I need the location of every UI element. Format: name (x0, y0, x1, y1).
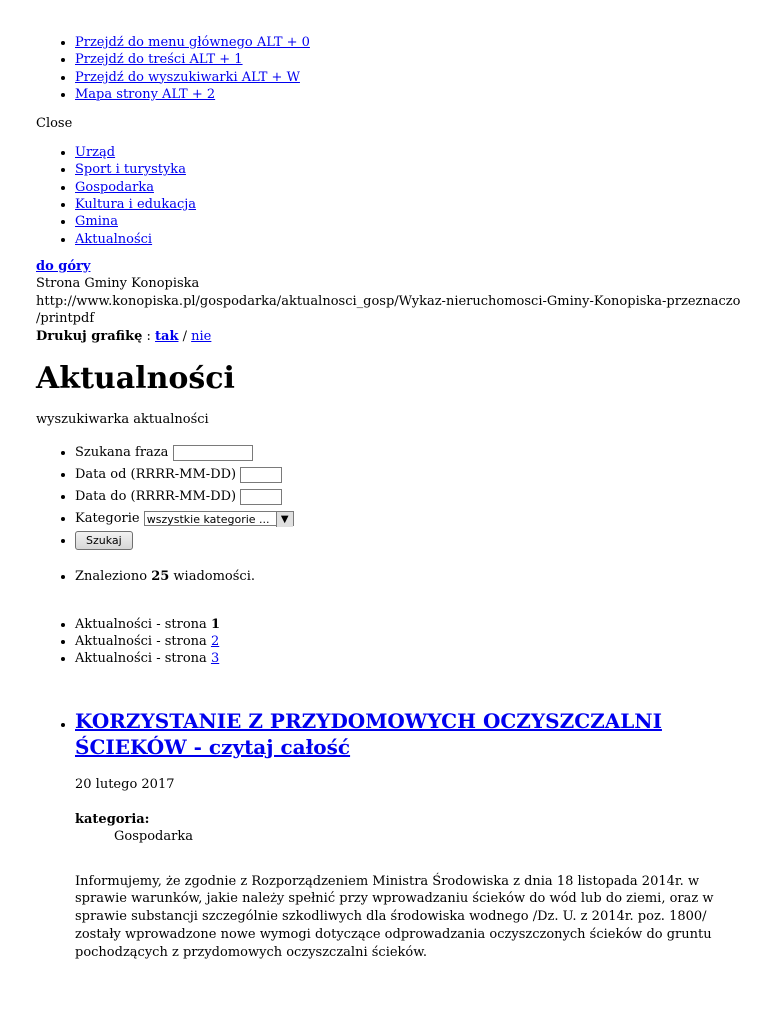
menu-item-kultura[interactable]: Kultura i edukacja (75, 197, 197, 213)
list-item (75, 486, 768, 508)
list-item (75, 196, 768, 213)
close-button[interactable]: Close (36, 116, 73, 132)
news-lead-line: zostały wprowadzone nowe wymogi dotyczące odprowadzania oczyszczonych ścieków do gruntu (75, 927, 712, 943)
colon-separator: : (146, 328, 151, 344)
list-item (75, 213, 768, 230)
print-graphics-no-link[interactable]: nie (191, 328, 212, 344)
skip-link-main-menu[interactable]: Przejdź do menu głównego ALT + 0 (75, 35, 310, 50)
results-summary (36, 568, 768, 585)
pagination-page-3-link[interactable]: 3 (210, 651, 220, 667)
list-item (75, 69, 768, 86)
search-form (36, 442, 768, 552)
results-suffix: wiadomości. (173, 569, 256, 585)
menu-item-gmina[interactable]: Gmina (75, 214, 118, 230)
pagination-label: Aktualności - strona (75, 616, 207, 632)
pagination-page-2-link[interactable]: 2 (210, 634, 220, 650)
list-item (75, 86, 768, 103)
list-item (75, 51, 768, 68)
list-item (75, 464, 768, 486)
menu-item-urzad[interactable]: Urząd (75, 145, 116, 161)
list-item (75, 161, 768, 178)
list-item (75, 633, 768, 650)
news-list (36, 708, 768, 962)
date-from-input[interactable] (240, 467, 282, 483)
skip-link-content[interactable]: Przejdź do treści ALT + 1 (75, 52, 243, 68)
pagination-label: Aktualności - strona (75, 634, 207, 650)
news-lead-line: sprawie warunków, jakie należy spełnić przy wprowadzaniu ścieków do wód lub do ziemi, oraz w (75, 891, 714, 907)
skip-link-sitemap[interactable]: Mapa strony ALT + 2 (75, 86, 216, 102)
list-item (75, 530, 768, 552)
print-info (36, 258, 768, 346)
category-selected-value: wszystkie kategorie ... (146, 513, 270, 527)
search-button[interactable]: Szukaj (75, 531, 133, 550)
news-category-label: kategoria: (75, 811, 150, 827)
news-date: 20 lutego 2017 (75, 776, 175, 792)
list-item (75, 231, 768, 248)
news-lead-line: Informujemy, że zgodnie z Rozporządzeniem Ministra Środowiska z dnia 18 listopada 2014r. w (75, 873, 700, 889)
news-lead-line: sprawie substancji szczególnie szkodliwych dla środowiska wodnego /Dz. U. z 2014r. poz. 1800/ (75, 909, 707, 925)
print-graphics-yes-link[interactable]: tak (155, 328, 179, 344)
results-prefix: Znaleziono (75, 569, 148, 585)
list-item (75, 144, 768, 161)
category-select[interactable] (144, 511, 294, 526)
list-item (75, 179, 768, 196)
menu-item-aktualnosci[interactable]: Aktualności (75, 231, 153, 247)
main-menu (36, 144, 768, 248)
list-item (75, 650, 768, 667)
news-title-link[interactable]: KORZYSTANIE Z PRZYDOMOWYCH OCZYSZCZALNI ŚCIEKÓW - czytaj całość (75, 708, 662, 759)
results-count: 25 (151, 569, 170, 585)
news-lead-line: pochodzących z przydomowych oczyszczalni ścieków. (75, 944, 427, 960)
print-graphics-row (36, 328, 768, 346)
pagination-label: Aktualności - strona (75, 651, 207, 667)
page-title: Aktualności (36, 361, 235, 397)
date-from-label: Data od (RRRR-MM-DD) (75, 467, 237, 483)
list-item (75, 568, 768, 585)
list-item (75, 34, 768, 51)
date-to-input[interactable] (240, 489, 282, 505)
print-graphics-label: Drukuj grafikę (36, 328, 143, 344)
list-item (75, 616, 768, 633)
skip-link-search[interactable]: Przejdź do wyszukiwarki ALT + W (75, 69, 300, 85)
page-url-continued: /printpdf (36, 311, 95, 327)
phrase-label: Szukana fraza (75, 445, 169, 461)
site-name: Strona Gminy Konopiska (36, 276, 200, 292)
news-item (75, 708, 768, 962)
news-title (75, 708, 768, 760)
news-category-value: Gospodarka (114, 828, 193, 844)
page-wrapper (0, 34, 768, 962)
menu-item-sport[interactable]: Sport i turystyka (75, 162, 186, 178)
pagination-current-page: 1 (210, 616, 220, 632)
news-category (75, 811, 768, 845)
date-to-label: Data do (RRRR-MM-DD) (75, 489, 237, 505)
search-phrase-input[interactable] (173, 445, 253, 461)
pagination (36, 616, 768, 668)
dropdown-arrow-icon: ▼ (276, 512, 293, 527)
menu-item-gospodarka[interactable]: Gospodarka (75, 179, 154, 195)
back-to-top-link[interactable]: do góry (36, 258, 91, 274)
page-url: http://www.konopiska.pl/gospodarka/aktualnosci_gosp/Wykaz-nieruchomosci-Gminy-Konopiska-przeznaczo (36, 293, 741, 309)
slash-separator: / (182, 328, 187, 344)
category-label: Kategorie (75, 511, 140, 527)
list-item (75, 508, 768, 530)
search-title: wyszukiwarka aktualności (36, 412, 209, 428)
skip-links (36, 34, 768, 103)
news-lead (75, 873, 715, 962)
list-item (75, 442, 768, 464)
